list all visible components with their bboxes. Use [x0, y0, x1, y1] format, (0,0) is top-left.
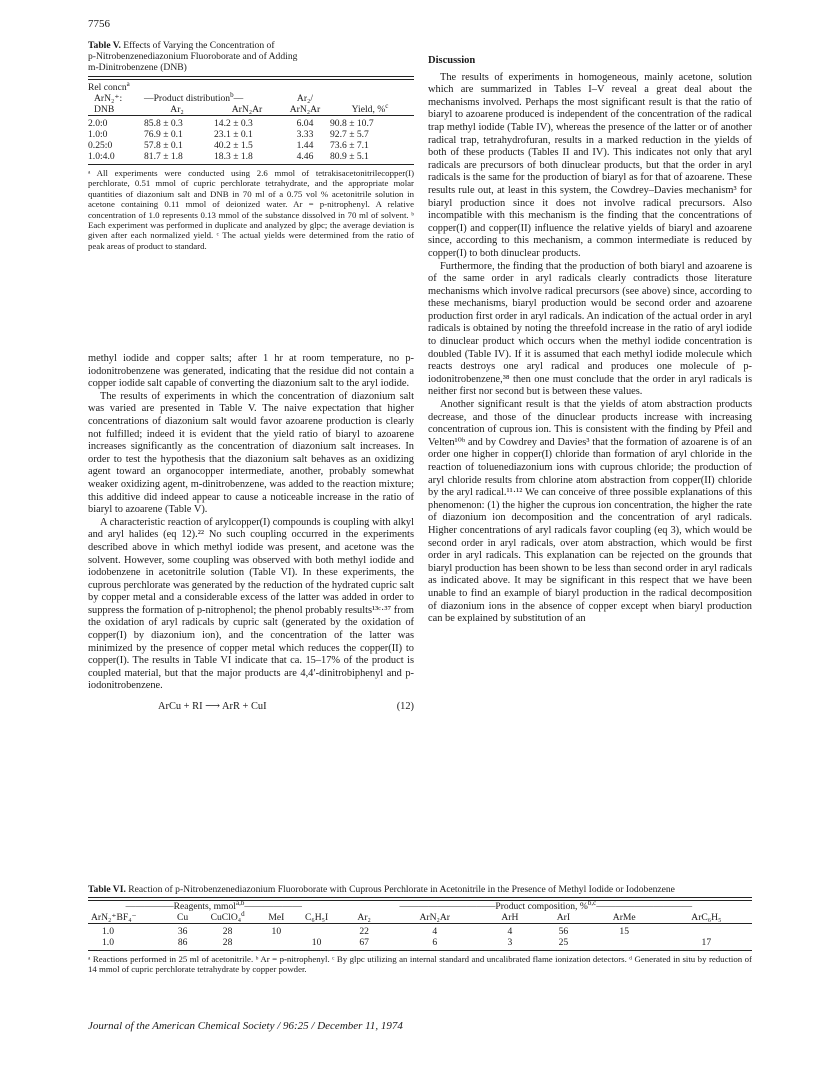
table-vi-col-header: ArN₂Ar	[419, 912, 451, 923]
table-v-cell: 57.8 ± 0.1	[144, 140, 183, 151]
table-v-title-line-2: p-Nitrobenzenediazonium Fluoroborate and of Adding	[88, 51, 298, 62]
table-row	[88, 118, 414, 129]
table-v-cell: 40.2 ± 1.5	[214, 140, 253, 151]
table-row	[88, 937, 752, 948]
paragraph: A characteristic reaction of arylcopper(I) compounds is coupling with alkyl and aryl halides (eq 12).²² No such coupling occurred in the experiments described above in which methyl iodide was present, and acetone was the solvent. However, some coupling was observed with both methyl iodide and iodobenzene in acetonitrile solution (Table VI). In these experiments, the cuprous perchlorate was generated by the reduction of the hydrated cupric salt by copper metal and a considerable excess of the latter was added in order to suppress the formation of p-nitrophenol; the phenol probably results¹³ᶜ·³⁷ from the oxidation of aryl radicals by cupric salt (generated by the oxidation of copper(I) by diazonium ion), and the concentration of the latter was minimized by the presence of copper metal which reduces the copper(II) to copper(I). The results in Table VI indicate that ca. 15–17% of the product is coupled material, but that the major products are 4,4′-dinitrobiphenyl and p-iodonitrobenzene.	[88, 516, 414, 692]
table-v-footnote: ᵃ All experiments were conducted using 2.6 mmol of tetrakisacetonitrilecopper(I) perchlorate, 0.51 mmol of cupric perchlorate tetrahydrate, and the appropriate molar quantities of diazonium salt and DNB in 70 ml of a 0.75 vol % acetonitrile solution in acetone containing 0.11 mmol of deionized water. Ar = p-nitrophenyl. A relative concentration of 1.0 represents 0.13 mmol of the substance dissolved in 70 ml of solvent. ᵇ Each experiment was performed in duplicate and analyzed by glpc; the average deviation is given after each normalized yield. ᶜ The actual yields were determined from the ratio of peak areas of product to standard.	[88, 168, 414, 251]
table-vi-cell: 10	[271, 926, 282, 937]
table-v-head-ar2: Ar₂	[170, 104, 184, 115]
table-vi-col-header: ArMe	[612, 912, 636, 923]
table-row	[88, 129, 414, 140]
equation-text: ArCu + RI ⟶ ArR + CuI	[158, 701, 267, 713]
table-vi	[88, 898, 752, 948]
page-number: 7756	[88, 18, 110, 30]
table-vi-cell: 36	[177, 926, 188, 937]
table-v-head-arn2ar: ArN₂Ar	[231, 104, 263, 115]
table-vi-cell: 56	[558, 926, 569, 937]
table-v-cell: 1.44	[296, 140, 314, 151]
table-v-cell: 76.9 ± 0.1	[144, 129, 183, 140]
paragraph: Furthermore, the finding that the production of both biaryl and azoarene is of the same order in aryl radicals clearly contradicts those literature mechanisms which involve radical precursors (see above) since, according to these mechanisms, biaryl production would be second order and azoarene production first order in aryl radicals. An indication of the actual order in aryl radicals is obtained by noting the threefold increase in the ratio of aryl iodide to dinuclear product which occurs when the methyl iodide concentration is doubled (Table IV). If it is assumed that each methyl iodide molecule which reacts destroys one aryl radical and produces one molecule of p-iodonitrobenzene,³⁸ then one must conclude that the order in aryl radicals is neither first nor second but is between these values.	[428, 260, 752, 398]
table-v-cell: 80.9 ± 5.1	[330, 151, 369, 162]
table-vi-cell: 6	[432, 937, 438, 948]
table-v-cell: 1.0:0	[88, 129, 108, 140]
table-v-head-dnb: DNB	[94, 104, 115, 115]
table-v-cell: 23.1 ± 0.1	[214, 129, 253, 140]
left-column-text	[88, 353, 414, 714]
table-v-cell: 0.25:0	[88, 140, 113, 151]
table-v-title-line-1: Effects of Varying the Concentration of	[123, 40, 275, 51]
table-v-block	[88, 40, 414, 251]
table-vi-cell: 1.0	[102, 937, 114, 948]
table-v-cell: 85.8 ± 0.3	[144, 118, 183, 129]
table-v-cell: 2.0:0	[88, 118, 108, 129]
table-vi-label: Table VI.	[88, 884, 126, 895]
table-v-cell: 73.6 ± 7.1	[330, 140, 369, 151]
table-v-cell: 4.46	[296, 151, 314, 162]
table-vi-col-header: ArN₂⁺BF₄⁻	[91, 912, 137, 923]
table-vi-cell: 25	[558, 937, 569, 948]
table-v-cell: 18.3 ± 1.8	[214, 151, 253, 162]
paragraph: Another significant result is that the yields of atom abstraction products decrease, and those of the dinuclear products increase with increasing concentration of cuprous ion. This is consistent with the finding by Pfeil and Velten¹⁰ᵇ and by Cowdrey and Davies³ that the formation of azoarene is of an order one higher in copper(I) chloride than formation of aryl chloride in the reaction of toluenediazonium ions with cuprous chloride; the production of aryl chloride results from chlorine atom abstraction from copper(II) chloride by the aryl radical.¹¹·¹² We can conceive of three possible explanations of this phenomenon: (1) the higher the cuprous ion concentration, the higher the rate of diazonium ion decomposition and the concentration of aryl radicals. Higher concentrations of aryl radicals favor coupling (eq 3), which would be second order in aryl radicals, over atom abstraction, which would be first order in aryl radicals. This explanation can be rejected on the grounds that biaryl production has been shown to be less than second order in aryl radicals as indicated above. It may be significant in this respect that we have been unable to find an example of biaryl production in the radical decomposition of diazonium ions in the absence of copper except when biaryl production can be explained by substitution of an	[428, 399, 752, 625]
table-vi-caption	[88, 884, 752, 895]
table-vi-cell: 22	[359, 926, 369, 937]
table-vi-cell	[661, 926, 752, 937]
table-v-cell: 1.0:4.0	[88, 151, 115, 162]
equation-number: (12)	[396, 701, 414, 713]
table-vi-cell: 1.0	[102, 926, 114, 937]
discussion-heading: Discussion	[428, 55, 476, 66]
table-vi-cell: 4	[432, 926, 438, 937]
table-v-head-ratio-bottom: ArN₂Ar	[289, 104, 321, 115]
table-vi-cell	[294, 926, 340, 937]
table-vi-cell: 28	[222, 926, 233, 937]
table-vi-cell	[259, 937, 294, 948]
table-v-head-yield: Yield, %$^c$	[351, 101, 389, 115]
table-v-label: Table V.	[88, 40, 121, 51]
table-vi-col-header: ArH	[501, 912, 519, 923]
table-vi-cell: 4	[507, 926, 513, 937]
table-v-bottom-rule	[88, 164, 414, 165]
table-vi-footnote: ᵃ Reactions performed in 25 ml of acetonitrile. ᵇ Ar = p-nitrophenyl. ᶜ By glpc utilizing an internal standard and uncalibrated flame ionization detectors. ᵈ Generated in situ by reduction of 14 mmol of cupric perchlorate tetrahydrate by copper powder.	[88, 954, 752, 975]
table-vi-title: Reaction of p-Nitrobenzenediazonium Fluoroborate with Cuprous Perchlorate in Acetonitrile in the Presence of Methyl Iodide or Iodobenzene	[128, 884, 675, 895]
paragraph: The results of experiments in homogeneous, mainly acetone, solution which are summarized in Tables I–V reveal a great deal about the mechanisms involved. Perhaps the most significant result is that the ratio of biaryl to azoarene produced is independent of the concentration of the radical trap methyl iodide (Table IV), whereas the presence of the latter or of another radical trap, tetrahydrofuran, results in a marked reduction in the yields of both of these products (Tables II and IV). This indicates not only that aryl radicals are precursors of both dinuclear products, but that the order in aryl radicals is the same for the production of biaryl as for that of azoarene. These results rule out, at least in this system, the Cowdrey–Davies mechanism³ for biaryl production since it does not involve radical precursors. Also incompatible with this mechanism is the finding that the concentrations of copper(I) and copper(II) influence the relative yields of biaryl and azoarene since, according to this mechanism, a common intermediate is reduced by copper(I) to both dinuclear products.	[428, 71, 752, 259]
table-vi-cell: 17	[701, 937, 712, 948]
table-vi-bottom-rule	[88, 950, 752, 951]
table-v-head-product: —Product distribution$^b$—	[144, 90, 244, 104]
table-vi-col-header: C₆H₅I	[304, 912, 329, 923]
table-vi-group-reagents: —————Reagents, mmol$^{a,b}$——————	[125, 898, 302, 912]
table-row	[88, 140, 414, 151]
table-v-cell: 3.33	[296, 129, 314, 140]
table-vi-col-header: ArC₆H₅	[691, 912, 722, 923]
table-vi-cell: 86	[177, 937, 188, 948]
table-v-cell: 6.04	[296, 118, 314, 129]
journal-footer: Journal of the American Chemical Society / 96:25 / December 11, 1974	[88, 1020, 403, 1032]
right-column-text	[428, 55, 752, 626]
table-row	[88, 926, 752, 937]
table-vi-cell: 28	[222, 937, 233, 948]
paragraph: The results of experiments in which the concentration of diazonium salt was varied are presented in Table V. The naive expectation that higher concentrations of diazonium salt would favor azoarene production is clearly not fulfilled; indeed it is evident that the yield ratio of biaryl to azoarene increases significantly as the concentration of diazonium salt increases. In order to test the hypothesis that the diazonium salt behaves as an oxidizing agent toward an organocopper intermediate, another, probably somewhat weaker oxidizing agent, m-dinitrobenzene, was added to the reaction mixture; this additive did indeed appear to cause a noticeable increase in the ratio of biaryl to azoarene (Table V).	[88, 390, 414, 516]
table-vi-cell: 15	[619, 926, 630, 937]
table-v-title-line-3: m-Dinitrobenzene (DNB)	[88, 62, 187, 73]
table-v-cell: 90.8 ± 10.7	[330, 118, 374, 129]
table-vi-cell: 3	[507, 937, 513, 948]
table-v-head-rel: Rel concn$^a$	[88, 79, 130, 93]
table-vi-col-header: Cu	[177, 912, 189, 923]
table-v-head-ratio-top: Ar₂/	[296, 93, 314, 104]
table-v-top-rule	[88, 76, 414, 80]
table-vi-col-header: MeI	[268, 912, 285, 923]
table-v	[88, 79, 414, 162]
table-vi-cell: 10	[311, 937, 322, 948]
table-vi-col-header: CuClO₄$^d$	[210, 909, 245, 923]
table-v-cell: 14.2 ± 0.3	[214, 118, 253, 129]
table-vi-col-header: ArI	[556, 912, 571, 923]
table-vi-group-products: ——————————Product composition, %$^{b,c}$——————————	[399, 898, 693, 912]
paragraph: methyl iodide and copper salts; after 1 hr at room temperature, no p-iodonitrobenzene was generated, indicating that the residue did not contain a copper iodide salt capable of converting the diazonium salt to the aryl iodide.	[88, 353, 414, 390]
equation-12	[88, 701, 414, 714]
table-v-caption	[88, 40, 414, 73]
table-vi-block	[88, 884, 752, 975]
table-v-head-arn2: ArN₂⁺:	[94, 93, 123, 104]
table-v-cell: 92.7 ± 5.7	[330, 129, 369, 140]
table-row	[88, 151, 414, 162]
table-vi-cell: 67	[359, 937, 369, 948]
table-vi-col-header: Ar₂	[357, 912, 371, 923]
table-v-cell: 81.7 ± 1.8	[144, 151, 183, 162]
table-vi-cell	[588, 937, 661, 948]
